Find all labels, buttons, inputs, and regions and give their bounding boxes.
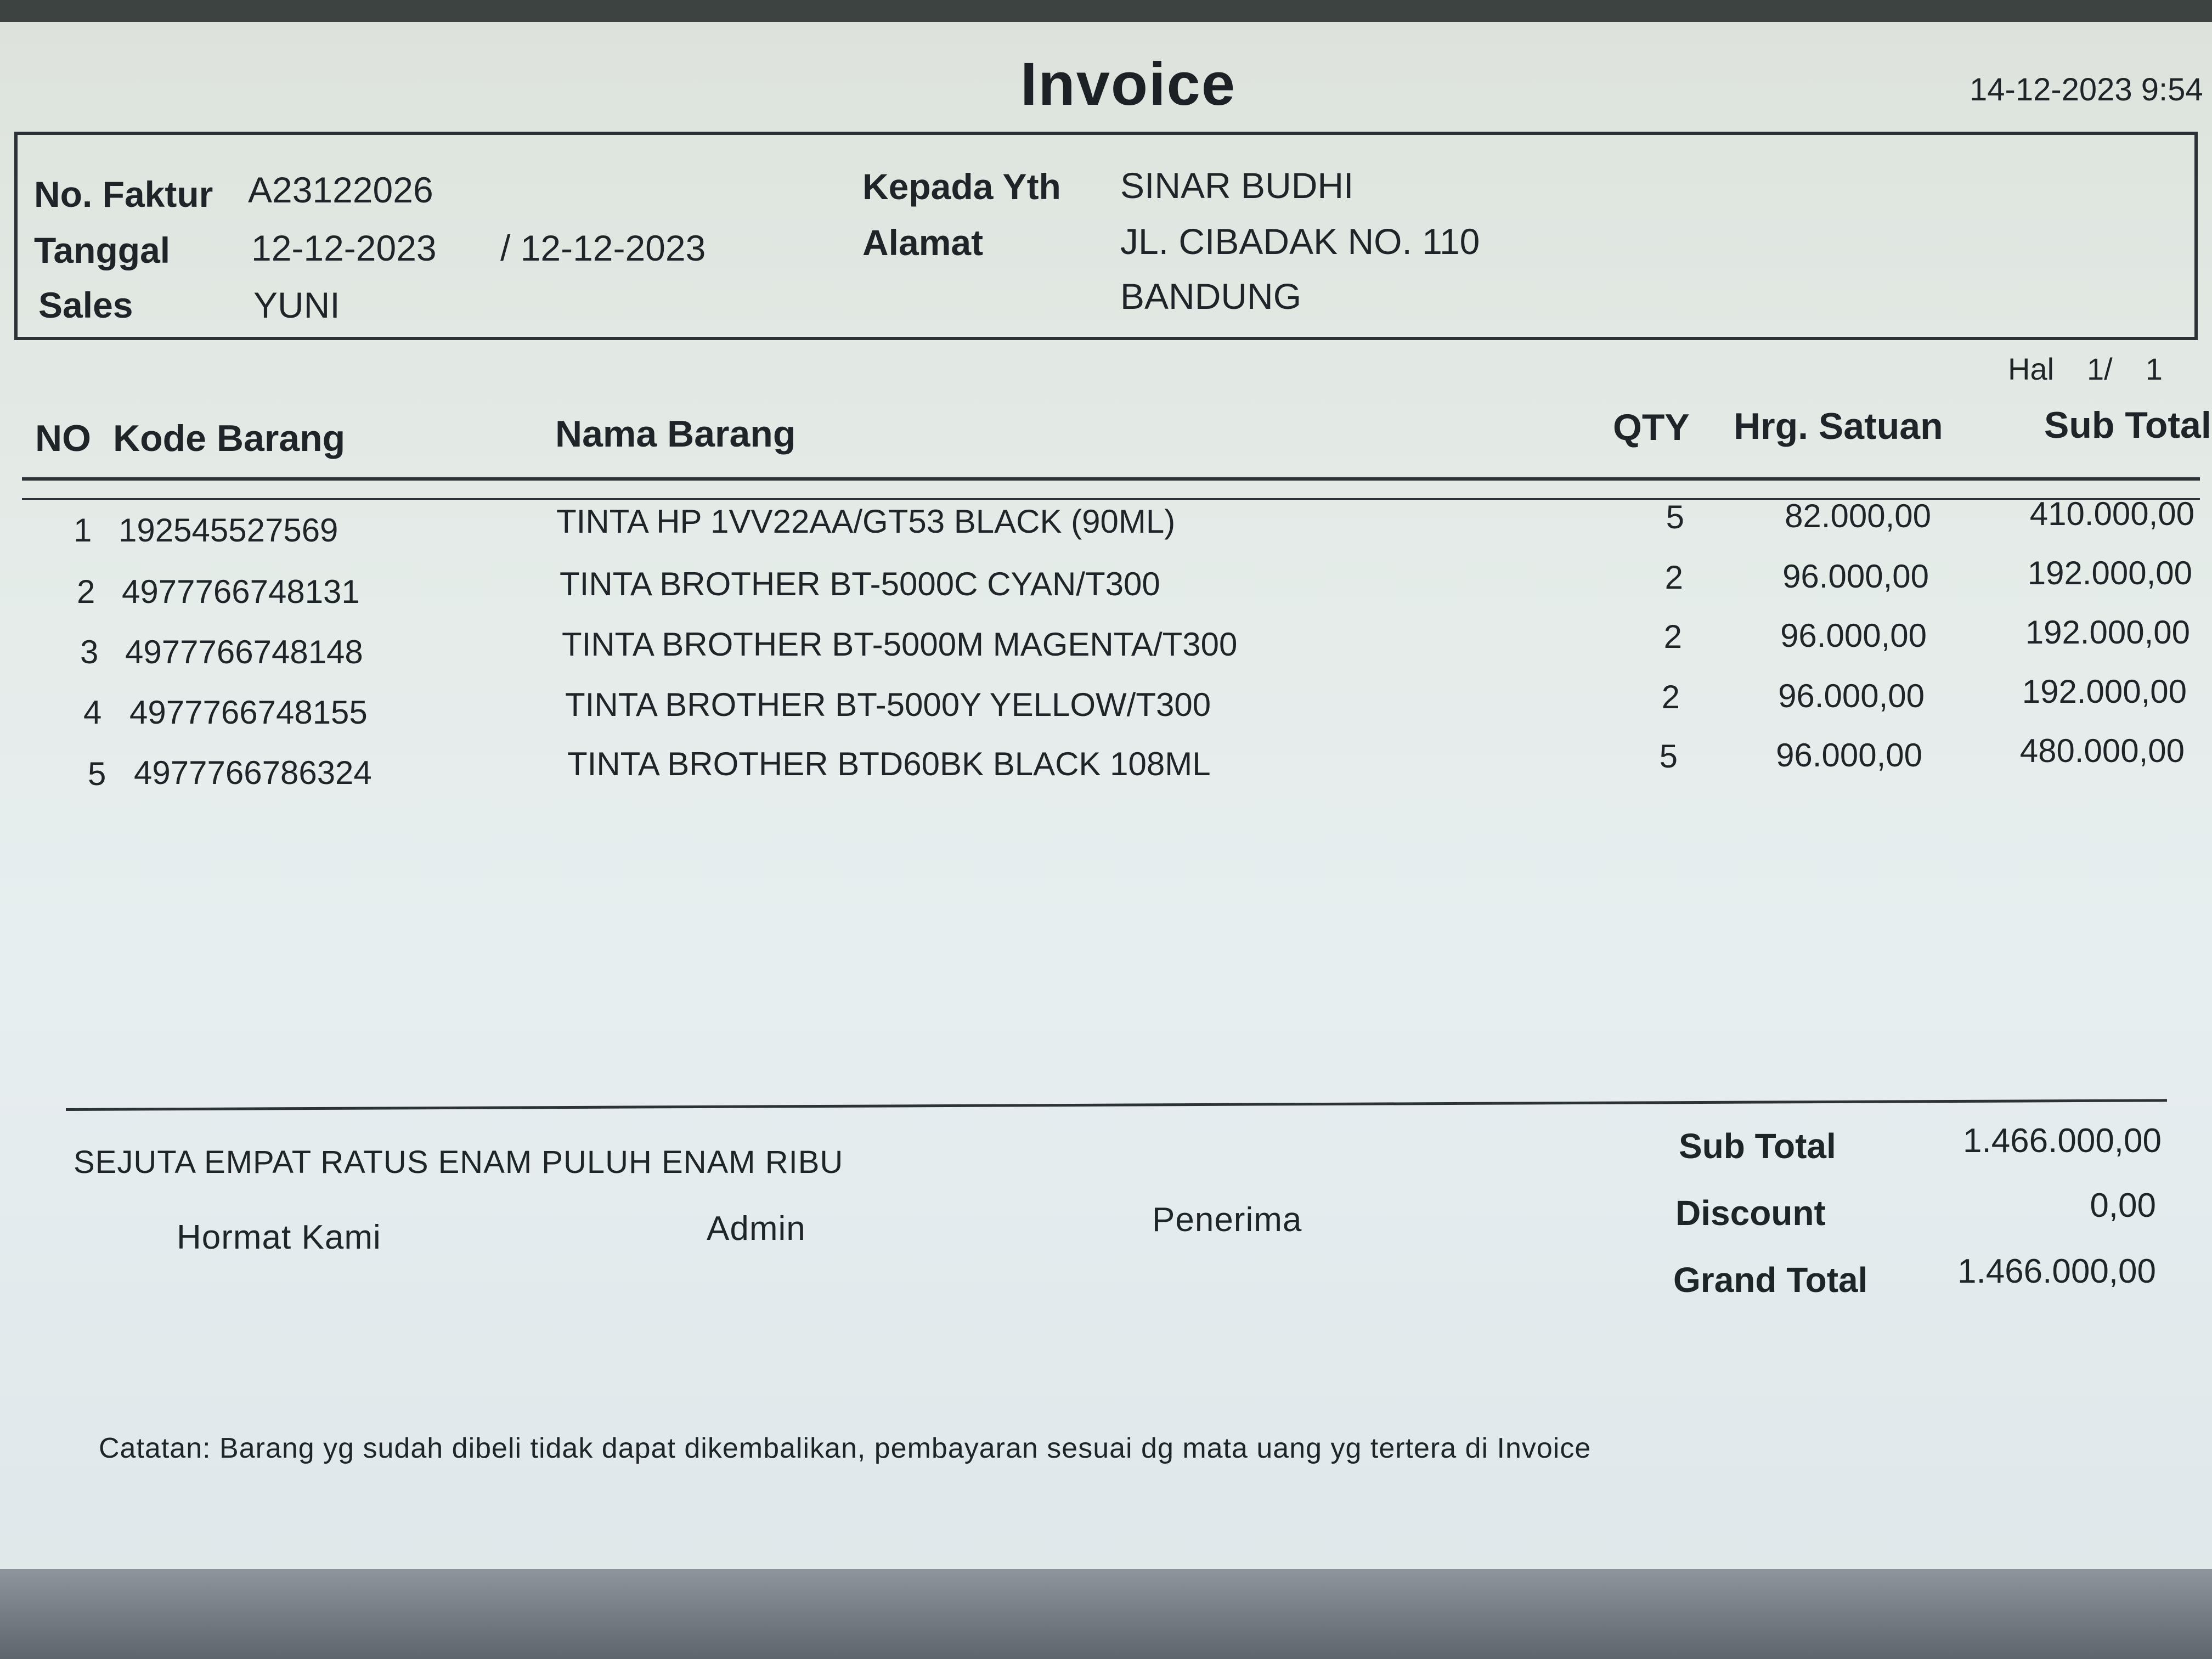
row-4-nama: TINTA BROTHER BT-5000Y YELLOW/T300 xyxy=(565,686,1211,723)
row-5-qty: 5 xyxy=(1659,738,1678,775)
alamat-label: Alamat xyxy=(862,222,984,263)
row-2-nama: TINTA BROTHER BT-5000C CYAN/T300 xyxy=(560,566,1160,602)
row-5-nama: TINTA BROTHER BTD60BK BLACK 108ML xyxy=(567,746,1211,782)
row-3-qty: 2 xyxy=(1663,618,1682,655)
discount-value: 0,00 xyxy=(2090,1187,2156,1224)
col-header-subtotal: Sub Total xyxy=(2044,404,2211,446)
alamat-line-1: JL. CIBADAK NO. 110 xyxy=(1120,221,1480,262)
subtotal-value: 1.466.000,00 xyxy=(1962,1122,2162,1160)
page-total: 1 xyxy=(2145,352,2163,386)
page-indicator xyxy=(2008,351,2163,387)
alamat-line-2: BANDUNG xyxy=(1120,276,1302,317)
table-footer-rule xyxy=(66,1099,2167,1111)
col-header-kode: Kode Barang xyxy=(113,417,346,459)
row-3-no: 3 xyxy=(80,634,99,670)
sales-label: Sales xyxy=(38,285,133,325)
tanggal-value-2: / 12-12-2023 xyxy=(500,228,706,268)
row-5-subtotal: 480.000,00 xyxy=(2019,732,2185,769)
col-header-qty: QTY xyxy=(1613,407,1690,448)
grand-total-value: 1.466.000,00 xyxy=(1957,1252,2156,1290)
faktur-value: A23122026 xyxy=(248,170,433,210)
row-4-qty: 2 xyxy=(1661,679,1680,715)
monitor-bezel-top xyxy=(0,0,2212,22)
tanggal-label: Tanggal xyxy=(34,230,171,270)
col-header-no: NO xyxy=(35,417,91,459)
monitor-bezel-bottom xyxy=(0,1569,2212,1659)
row-3-nama: TINTA BROTHER BT-5000M MAGENTA/T300 xyxy=(562,626,1238,663)
faktur-label: No. Faktur xyxy=(34,174,213,215)
sales-value: YUNI xyxy=(253,285,340,325)
row-3-kode: 4977766748148 xyxy=(125,634,363,670)
row-1-harga: 82.000,00 xyxy=(1785,498,1931,534)
page-label: Hal xyxy=(2008,352,2055,386)
amount-in-words: SEJUTA EMPAT RATUS ENAM PULUH ENAM RIBU xyxy=(74,1144,844,1180)
row-1-qty: 5 xyxy=(1666,499,1684,535)
print-datetime: 14-12-2023 9:54 xyxy=(1970,72,2203,108)
invoice-note: Catatan: Barang yg sudah dibeli tidak dapat dikembalikan, pembayaran sesuai dg mata uang yg tertera di Invoice xyxy=(99,1432,1592,1464)
page-current: 1/ xyxy=(2087,352,2113,386)
signature-penerima: Penerima xyxy=(1152,1201,1302,1239)
invoice-document xyxy=(0,22,2212,1613)
kepada-label: Kepada Yth xyxy=(862,166,1061,207)
row-2-harga: 96.000,00 xyxy=(1782,558,1929,595)
row-2-qty: 2 xyxy=(1664,559,1683,596)
row-4-harga: 96.000,00 xyxy=(1778,678,1925,714)
col-header-nama: Nama Barang xyxy=(555,413,796,455)
col-header-harga: Hrg. Satuan xyxy=(1734,405,1943,447)
row-4-no: 4 xyxy=(83,694,102,731)
row-5-harga: 96.000,00 xyxy=(1776,737,1922,774)
row-4-kode: 4977766748155 xyxy=(129,694,368,731)
row-1-nama: TINTA HP 1VV22AA/GT53 BLACK (90ML) xyxy=(556,503,1176,540)
kepada-value: SINAR BUDHI xyxy=(1120,165,1354,206)
row-1-no: 1 xyxy=(74,512,92,549)
row-2-kode: 4977766748131 xyxy=(122,573,360,610)
invoice-title: Invoice xyxy=(1020,50,1237,118)
row-5-no: 5 xyxy=(88,755,106,792)
row-4-subtotal: 192.000,00 xyxy=(2022,673,2187,710)
subtotal-label: Sub Total xyxy=(1679,1126,1836,1166)
discount-label: Discount xyxy=(1675,1193,1826,1233)
row-1-kode: 192545527569 xyxy=(119,512,338,549)
signature-admin: Admin xyxy=(707,1210,806,1248)
table-header-rule xyxy=(22,477,2200,481)
grand-total-label: Grand Total xyxy=(1673,1260,1868,1300)
signature-hormat-kami: Hormat Kami xyxy=(177,1218,381,1256)
row-5-kode: 4977766786324 xyxy=(134,754,372,791)
row-2-subtotal: 192.000,00 xyxy=(2027,555,2192,591)
row-1-subtotal: 410.000,00 xyxy=(2029,495,2194,532)
tanggal-value: 12-12-2023 xyxy=(251,228,437,268)
invoice-header-box xyxy=(14,132,2198,340)
row-3-subtotal: 192.000,00 xyxy=(2025,614,2190,651)
row-3-harga: 96.000,00 xyxy=(1780,617,1927,654)
row-2-no: 2 xyxy=(77,573,95,610)
